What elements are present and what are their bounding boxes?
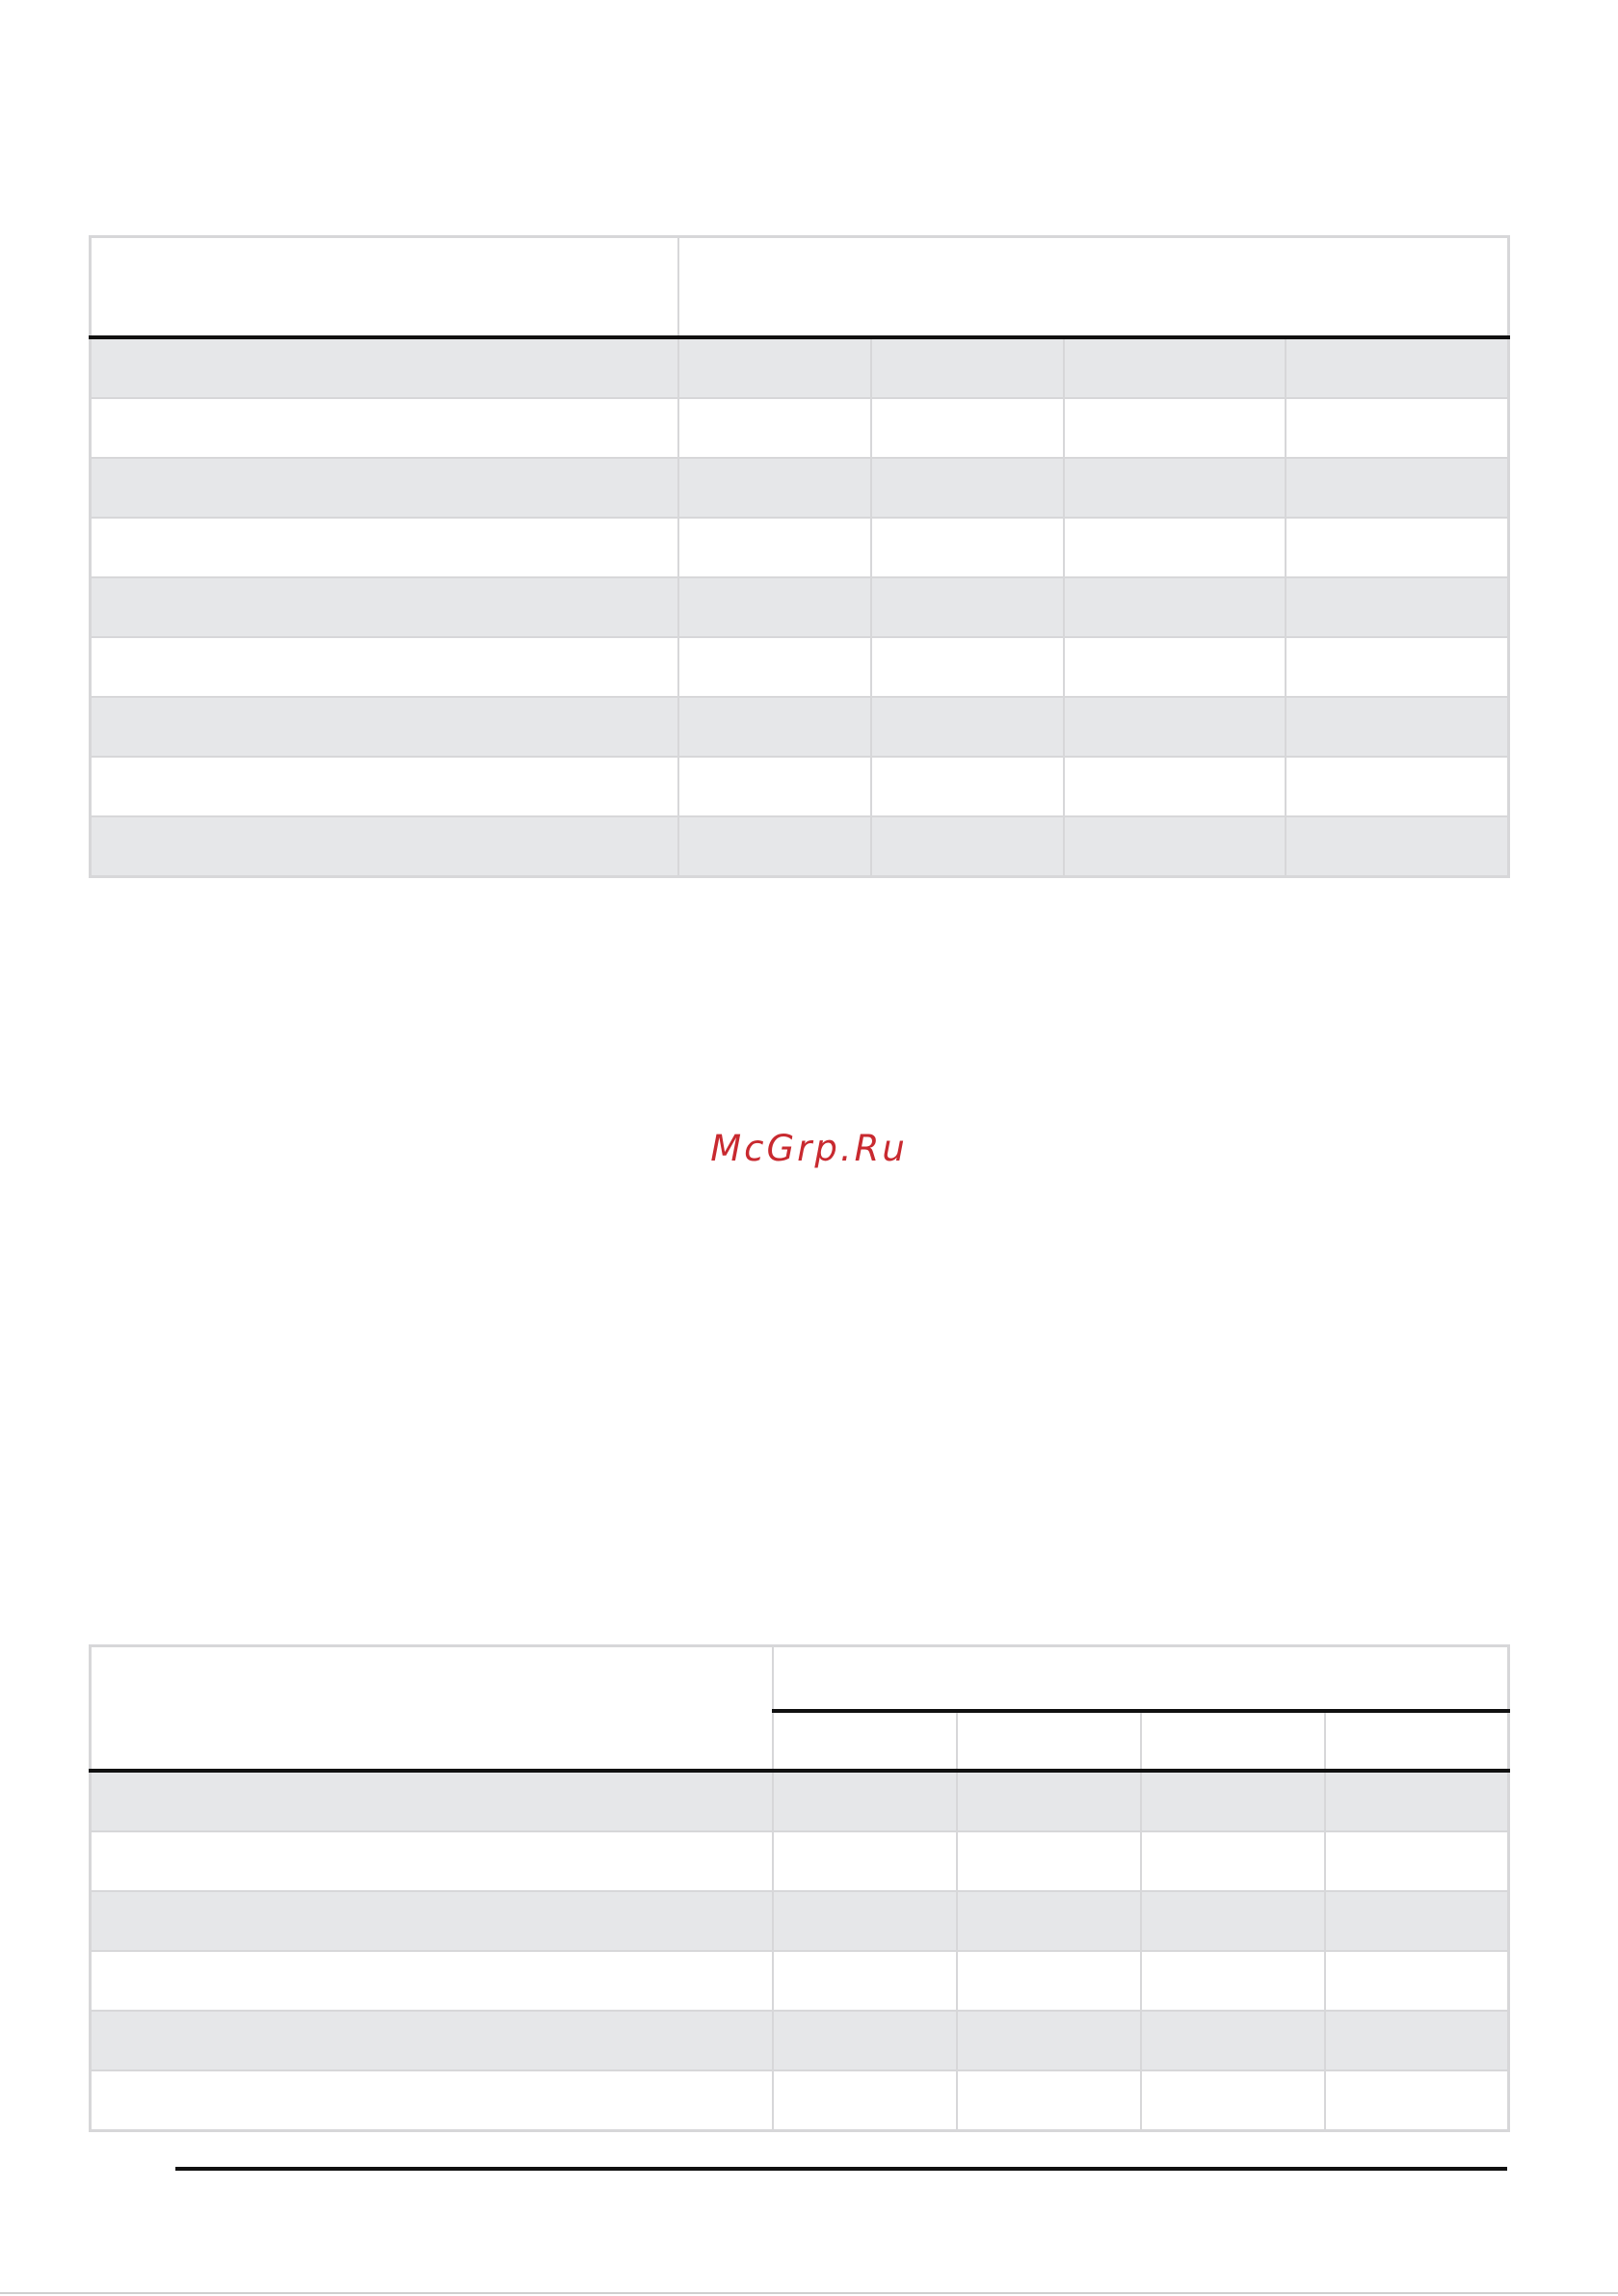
table-cell bbox=[773, 2070, 957, 2131]
table-cell bbox=[91, 337, 678, 398]
table-cell bbox=[1141, 1831, 1325, 1891]
table-row bbox=[91, 1891, 1509, 1951]
table-cell bbox=[91, 1771, 773, 1831]
table-cell bbox=[1286, 458, 1509, 518]
table-cell bbox=[773, 1771, 957, 1831]
table-row bbox=[91, 518, 1509, 577]
table-cell bbox=[1286, 757, 1509, 816]
table-cell bbox=[773, 1891, 957, 1951]
table-cell bbox=[957, 1951, 1141, 2011]
table-cell bbox=[871, 697, 1064, 757]
table-cell bbox=[91, 1951, 773, 2011]
table-cell bbox=[91, 398, 678, 458]
table-row bbox=[91, 2070, 1509, 2131]
table-row bbox=[91, 337, 1509, 398]
table-cell bbox=[871, 518, 1064, 577]
table-cell bbox=[1064, 637, 1286, 697]
table-cell bbox=[91, 458, 678, 518]
table-cell bbox=[871, 458, 1064, 518]
table-cell bbox=[1064, 577, 1286, 637]
table-cell bbox=[91, 637, 678, 697]
table-cell bbox=[957, 1771, 1141, 1831]
subheader-cell bbox=[1325, 1711, 1509, 1771]
table-cell bbox=[91, 816, 678, 877]
table-cell bbox=[1325, 1891, 1509, 1951]
table-cell bbox=[91, 2011, 773, 2070]
table-cell bbox=[1286, 337, 1509, 398]
table-2 bbox=[89, 1644, 1510, 2132]
header-cell-group bbox=[678, 237, 1509, 338]
subheader-cell bbox=[773, 1711, 957, 1771]
header-cell-stub bbox=[91, 1646, 773, 1772]
table-cell bbox=[91, 1891, 773, 1951]
table-row bbox=[91, 2011, 1509, 2070]
subheader-cell bbox=[957, 1711, 1141, 1771]
table-row bbox=[91, 1831, 1509, 1891]
table-cell bbox=[871, 398, 1064, 458]
table-cell bbox=[957, 2070, 1141, 2131]
header-cell-stub bbox=[91, 237, 678, 338]
table-cell bbox=[1286, 518, 1509, 577]
table-cell bbox=[91, 697, 678, 757]
watermark-text: McGrp.Ru bbox=[710, 1128, 908, 1169]
table-row bbox=[91, 697, 1509, 757]
table-cell bbox=[773, 2011, 957, 2070]
table-cell bbox=[91, 2070, 773, 2131]
table-cell bbox=[1325, 1771, 1509, 1831]
table-cell bbox=[1325, 2070, 1509, 2131]
subheader-cell bbox=[1141, 1711, 1325, 1771]
table-cell bbox=[91, 1831, 773, 1891]
table-row bbox=[91, 398, 1509, 458]
table-cell bbox=[678, 518, 871, 577]
table-cell bbox=[1141, 1951, 1325, 2011]
table-cell bbox=[678, 458, 871, 518]
table-cell bbox=[91, 518, 678, 577]
table-row bbox=[91, 1951, 1509, 2011]
table-cell bbox=[1141, 1771, 1325, 1831]
table-cell bbox=[957, 1891, 1141, 1951]
table-cell bbox=[1325, 1831, 1509, 1891]
table-row bbox=[91, 1771, 1509, 1831]
table-cell bbox=[1064, 337, 1286, 398]
table-cell bbox=[1064, 757, 1286, 816]
table-cell bbox=[1286, 637, 1509, 697]
table-cell bbox=[871, 637, 1064, 697]
table-cell bbox=[773, 1831, 957, 1891]
table-cell bbox=[1141, 2011, 1325, 2070]
table-header-row bbox=[91, 1646, 1509, 1712]
table-cell bbox=[1286, 577, 1509, 637]
table-cell bbox=[1286, 398, 1509, 458]
table-cell bbox=[678, 816, 871, 877]
table-cell bbox=[871, 757, 1064, 816]
page-bottom-edge bbox=[0, 2292, 1618, 2294]
table-cell bbox=[1141, 1891, 1325, 1951]
table-cell bbox=[1286, 697, 1509, 757]
table-cell bbox=[678, 398, 871, 458]
table-cell bbox=[678, 577, 871, 637]
table-cell bbox=[957, 1831, 1141, 1891]
table-cell bbox=[1064, 697, 1286, 757]
footer-rule bbox=[175, 2167, 1507, 2171]
table-row bbox=[91, 458, 1509, 518]
table-1 bbox=[89, 235, 1510, 878]
table-cell bbox=[678, 337, 871, 398]
table-cell bbox=[91, 757, 678, 816]
table-cell bbox=[957, 2011, 1141, 2070]
header-cell-group bbox=[773, 1646, 1509, 1712]
table-cell bbox=[1325, 2011, 1509, 2070]
table-cell bbox=[773, 1951, 957, 2011]
table-cell bbox=[678, 637, 871, 697]
table-cell bbox=[1064, 816, 1286, 877]
table-cell bbox=[1064, 458, 1286, 518]
table-row bbox=[91, 637, 1509, 697]
table-cell bbox=[1064, 518, 1286, 577]
table-row bbox=[91, 757, 1509, 816]
table-cell bbox=[1141, 2070, 1325, 2131]
table-header-row bbox=[91, 237, 1509, 338]
table-cell bbox=[1286, 816, 1509, 877]
table-cell bbox=[1064, 398, 1286, 458]
table-cell bbox=[91, 577, 678, 637]
table-cell bbox=[871, 577, 1064, 637]
table-row bbox=[91, 577, 1509, 637]
table-cell bbox=[871, 816, 1064, 877]
table-cell bbox=[1325, 1951, 1509, 2011]
table-cell bbox=[678, 697, 871, 757]
table-cell bbox=[678, 757, 871, 816]
table-row bbox=[91, 816, 1509, 877]
table-cell bbox=[871, 337, 1064, 398]
